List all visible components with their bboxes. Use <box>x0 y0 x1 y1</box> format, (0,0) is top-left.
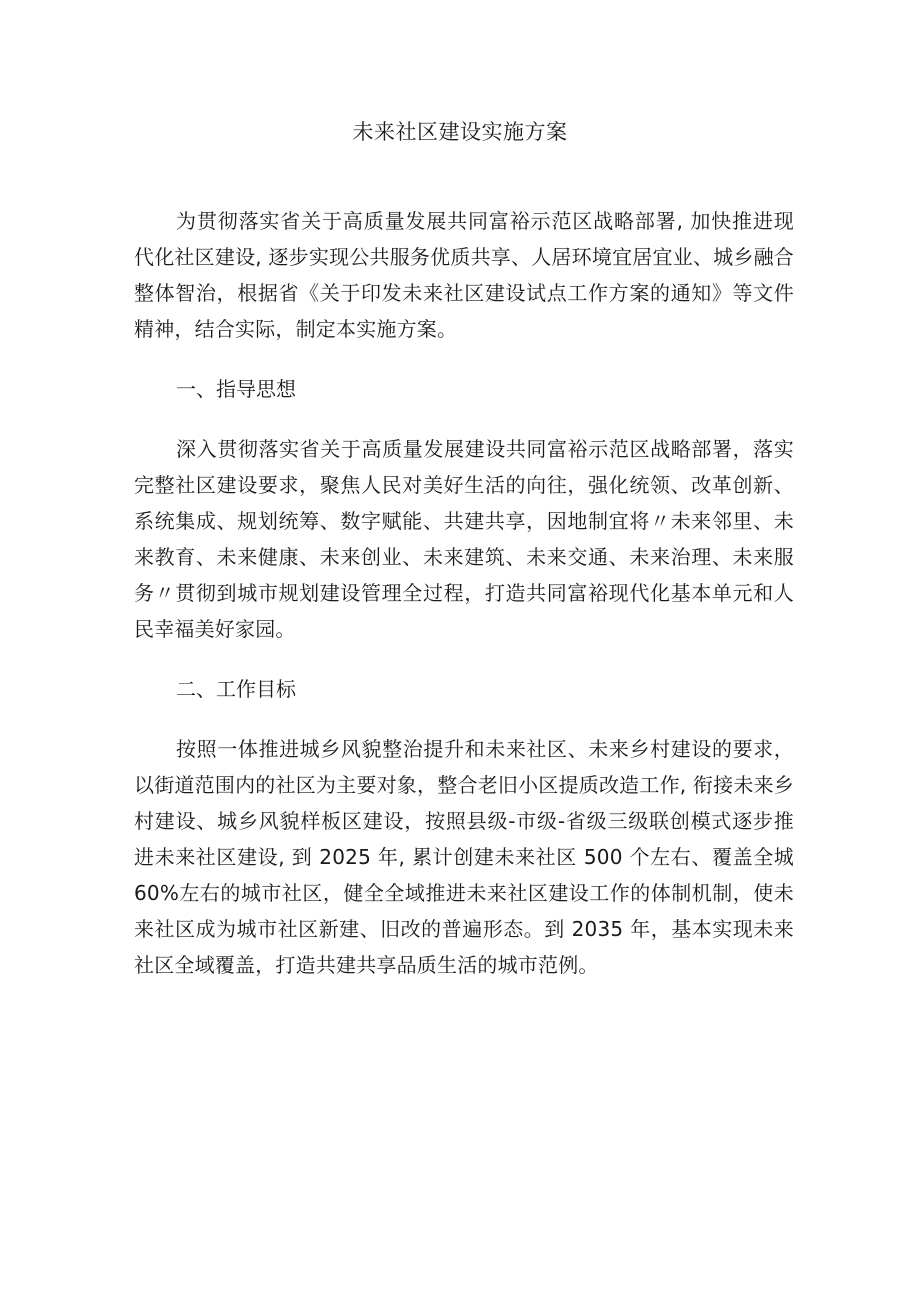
section-heading-guiding-ideology: 一、指导思想 <box>176 377 296 401</box>
section-heading-work-goals: 二、工作目标 <box>176 677 296 701</box>
document-body <box>134 203 794 983</box>
intro-paragraph: 为贯彻落实省关于高质量发展共同富裕示范区战略部署, 加快推进现代化社区建设, 逐步实现公共服务优质共享、人居环境宜居宜业、城乡融合整体智治，根据省《关于印发未来社区建设试点工作方案的通知》等文件精神，结合实际，制定本实施方案。 <box>134 209 794 341</box>
document-title: 未来社区建设实施方案 <box>352 120 568 144</box>
section-body-guiding-ideology: 深入贯彻落实省关于高质量发展建设共同富裕示范区战略部署，落实完整社区建设要求，聚焦人民对美好生活的向往，强化统领、改革创新、系统集成、规划统筹、数字赋能、共建共享，因地制宜将〃未来邻里、未来教育、未来健康、未来创业、未来建筑、未来交通、未来治理、未来服务〃贯彻到城市规划建设管理全过程，打造共同富裕现代化基本单元和人民幸福美好家园。 <box>134 437 794 641</box>
section-body-work-goals: 按照一体推进城乡风貌整治提升和未来社区、未来乡村建设的要求，以街道范围内的社区为主要对象，整合老旧小区提质改造工作, 衔接未来乡村建设、城乡风貌样板区建设，按照县级-市级-省级三级联创模式逐步推进未来社区建设, 到 2025 年, 累计创建未来社区 500 个左右、覆盖全城 60%左右的城市社区，健全全域推进未来社区建设工作的体制机制，使未来社区成为城市社区新建、旧改的普遍形态。到 2035 年，基本实现未来社区全域覆盖，打造共建共享品质生活的城市范例。 <box>134 737 794 977</box>
